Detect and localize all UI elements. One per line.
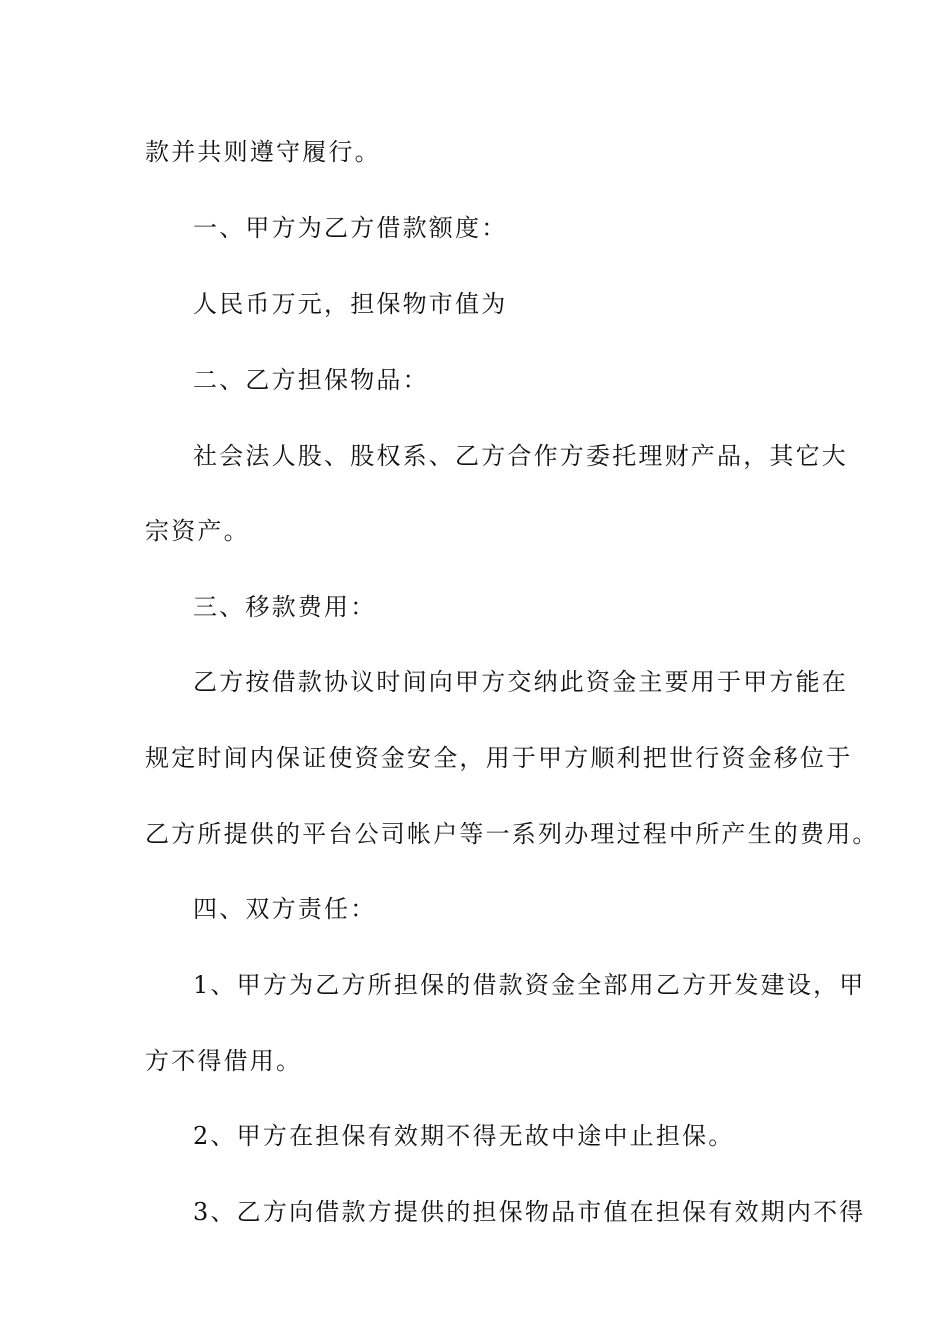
paragraph-line: 规定时间内保证使资金安全，用于甲方顺利把世行资金移位于 [145,744,853,772]
section-heading: 二、乙方担保物品： [193,366,429,394]
paragraph-line: 款并共则遵守履行。 [145,138,381,166]
paragraph-line: 乙方所提供的平台公司帐户等一系列办理过程中所产生的费用。 [145,820,879,848]
paragraph-line: 人民币万元，担保物市值为 [193,290,508,318]
list-item: 3、乙方向借款方提供的担保物品市值在担保有效期内不得 [193,1198,866,1226]
paragraph-line: 社会法人股、股权系、乙方合作方委托理财产品，其它大 [193,442,848,470]
section-heading: 三、移款费用： [193,593,377,621]
list-item: 1、甲方为乙方所担保的借款资金全部用乙方开发建设，甲 [193,971,866,999]
section-heading: 一、甲方为乙方借款额度： [193,214,508,242]
paragraph-line: 宗资产。 [145,517,250,545]
paragraph-line: 方不得借用。 [145,1047,303,1075]
section-heading: 四、双方责任： [193,895,377,923]
list-item: 2、甲方在担保有效期不得无故中途中止担保。 [193,1122,735,1150]
paragraph-line: 乙方按借款协议时间向甲方交纳此资金主要用于甲方能在 [193,668,848,696]
